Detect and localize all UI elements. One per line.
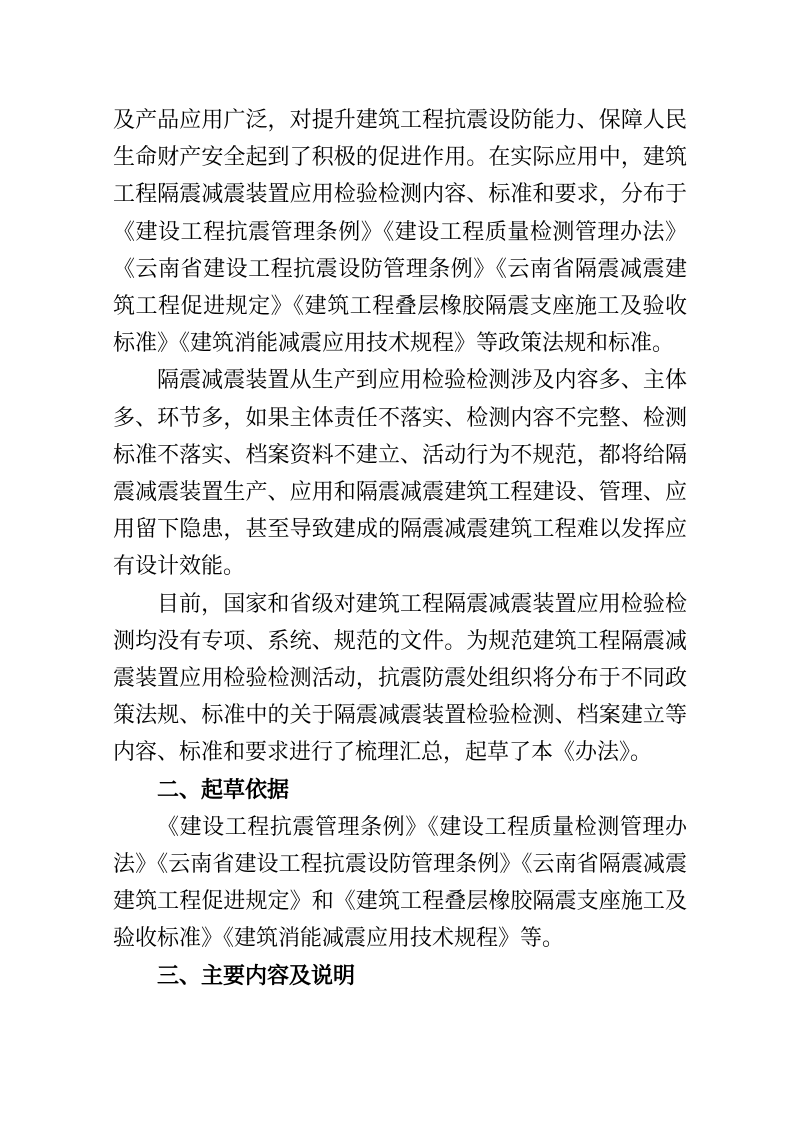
body-paragraph: 隔震减震装置从生产到应用检验检测涉及内容多、主体多、环节多，如果主体责任不落实、检测内容不完整、检测标准不落实、档案资料不建立、活动行为不规范，都将给隔震减震装置生产、应用和隔震减震建筑工程建设、管理、应用留下隐患，甚至导致建成的隔震减震建筑工程难以发挥应有设计效能。 [113,367,687,579]
section-heading: 二、起草依据 [157,776,290,802]
document-body [113,101,687,994]
body-paragraph: 《建设工程抗震管理条例》《建设工程质量检测管理办法》《云南省建设工程抗震设防管理条例》《云南省隔震减震建筑工程促进规定》和《建筑工程叠层橡胶隔震支座施工及验收标准》《建筑消能减震应用技术规程》等。 [113,813,687,951]
body-paragraph: 目前，国家和省级对建筑工程隔震减震装置应用检验检测均没有专项、系统、规范的文件。为规范建筑工程隔震减震装置应用检验检测活动，抗震防震处组织将分布于不同政策法规、标准中的关于隔震减震装置检验检测、档案建立等内容、标准和要求进行了梳理汇总，起草了本《办法》。 [113,590,687,765]
body-paragraph: 及产品应用广泛，对提升建筑工程抗震设防能力、保障人民生命财产安全起到了积极的促进作用。在实际应用中，建筑工程隔震减震装置应用检验检测内容、标准和要求，分布于《建设工程抗震管理条例》《建设工程质量检测管理办法》《云南省建设工程抗震设防管理条例》《云南省隔震减震建筑工程促进规定》《建筑工程叠层橡胶隔震支座施工及验收标准》《建筑消能减震应用技术规程》等政策法规和标准。 [113,107,687,356]
section-heading: 三、主要内容及说明 [157,962,356,988]
